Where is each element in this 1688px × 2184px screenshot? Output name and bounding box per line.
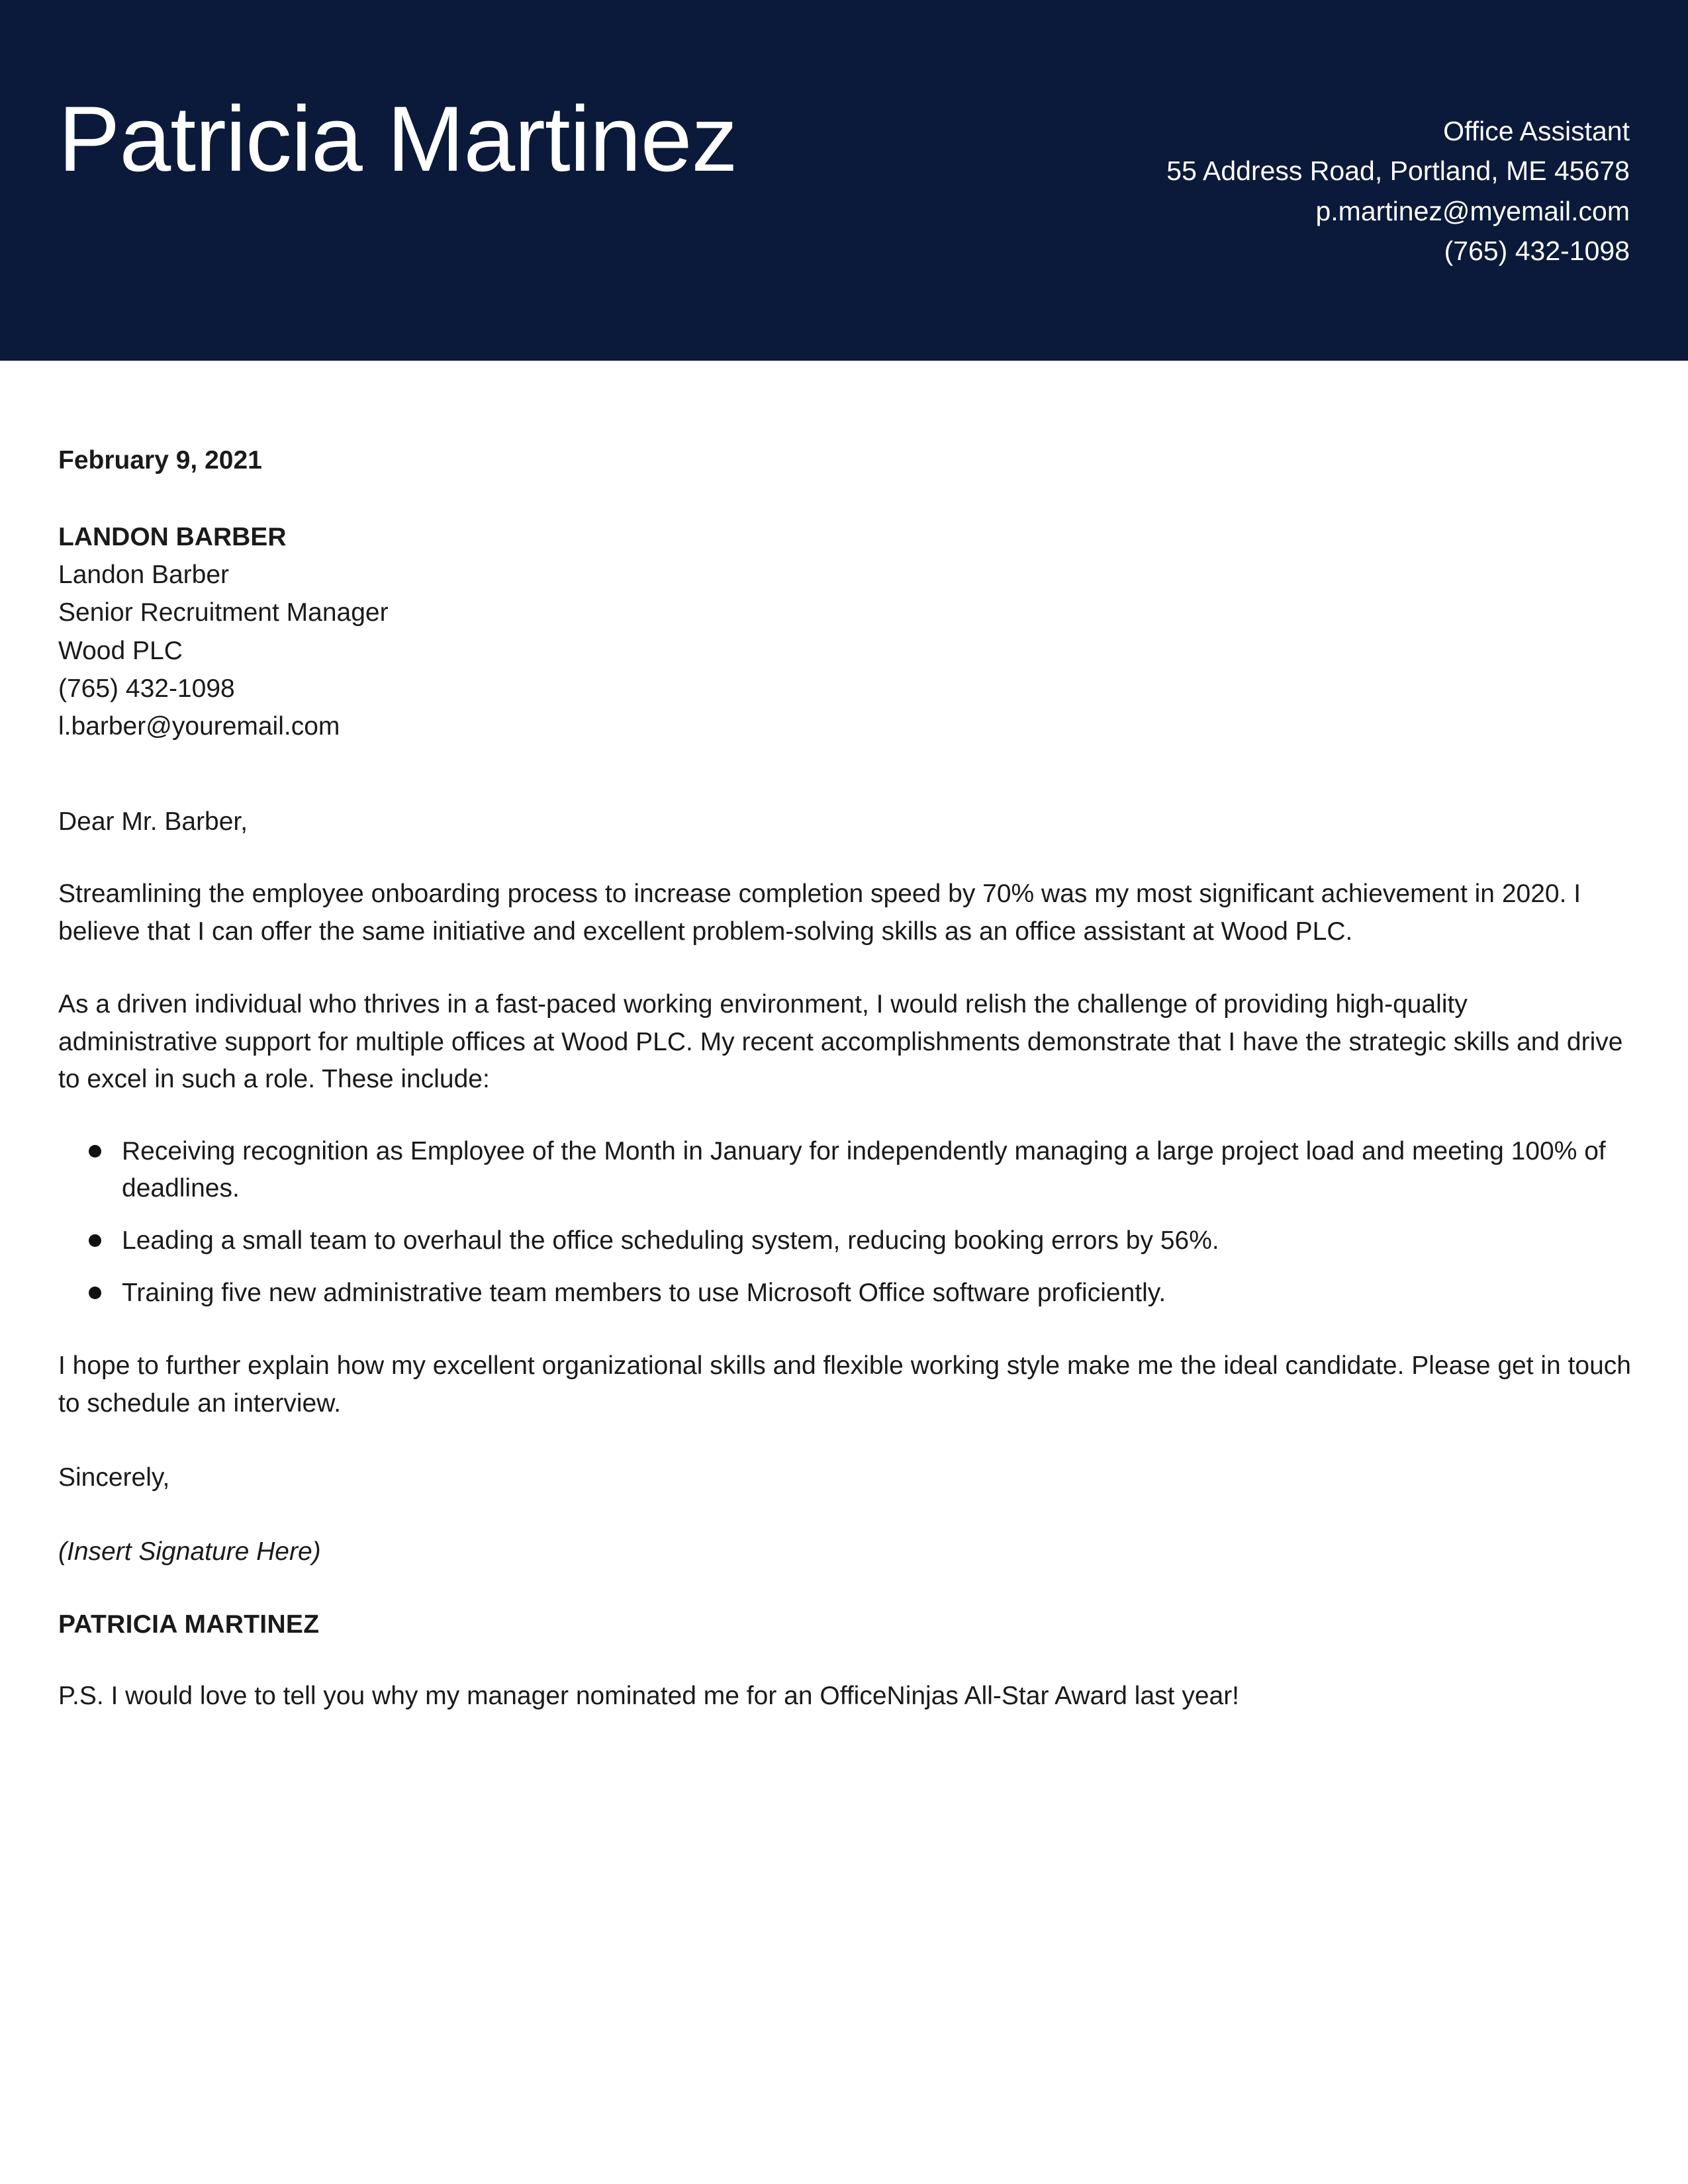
signature-placeholder: (Insert Signature Here) <box>58 1537 321 1566</box>
closing-salutation: Sincerely, <box>58 1463 170 1492</box>
recipient-name: Landon Barber <box>58 560 230 589</box>
list-item-text: Training five new administrative team members to use Microsoft Office software proficiently. <box>122 1278 1166 1307</box>
signature-name: PATRICIA MARTINEZ <box>58 1610 320 1639</box>
list-item <box>58 1275 1631 1312</box>
salutation: Dear Mr. Barber, <box>58 807 248 836</box>
recipient-phone: (765) 432-1098 <box>58 674 235 703</box>
bullet-dot-icon <box>89 1287 101 1299</box>
recipient-title: Senior Recruitment Manager <box>58 598 389 627</box>
contact-job-title: Office Assistant <box>1443 116 1630 146</box>
recipient-block <box>58 518 1631 746</box>
list-item-text: Receiving recognition as Employee of the Month in January for independently managing a large project load and meeting 100% of deadlines. <box>122 1136 1606 1203</box>
contact-phone[interactable]: (765) 432-1098 <box>1444 235 1630 266</box>
contact-block <box>1166 111 1630 271</box>
bullet-dot-icon <box>89 1234 101 1247</box>
recipient-name-upper: LANDON BARBER <box>58 522 287 551</box>
recipient-email: l.barber@youremail.com <box>58 712 340 741</box>
applicant-name: Patricia Martinez <box>58 87 737 191</box>
body-paragraph-1: Streamlining the employee onboarding process to increase completion speed by 70% was my most significant achievement in 2020. I believe that I can offer the same initiative and excellent problem-solving skills as an office assistant at Wood PLC. <box>58 880 1581 946</box>
list-item <box>58 1133 1631 1208</box>
letterhead-header <box>0 0 1688 361</box>
letter-date: February 9, 2021 <box>58 446 262 475</box>
bullet-dot-icon <box>89 1145 101 1158</box>
list-item-text: Leading a small team to overhaul the office scheduling system, reducing booking errors by 56%. <box>122 1226 1219 1255</box>
postscript: P.S. I would love to tell you why my manager nominated me for an OfficeNinjas All-Star Award last year! <box>58 1681 1240 1710</box>
letter-body <box>58 443 1631 1715</box>
contact-email[interactable]: p.martinez@myemail.com <box>1315 195 1630 226</box>
body-paragraph-3: I hope to further explain how my excellent organizational skills and flexible working style make me the ideal candidate. Please get in touch to schedule an interview. <box>58 1351 1631 1418</box>
recipient-company: Wood PLC <box>58 636 183 665</box>
achievement-list <box>58 1133 1631 1312</box>
contact-address: 55 Address Road, Portland, ME 45678 <box>1166 156 1630 187</box>
list-item <box>58 1222 1631 1260</box>
body-paragraph-2: As a driven individual who thrives in a fast-paced working environment, I would relish the challenge of providing high-quality administrative support for multiple offices at Wood PLC. My recent accomplishments demonstrate that I have the strategic skills and drive to excel in such a role. These include: <box>58 990 1623 1094</box>
